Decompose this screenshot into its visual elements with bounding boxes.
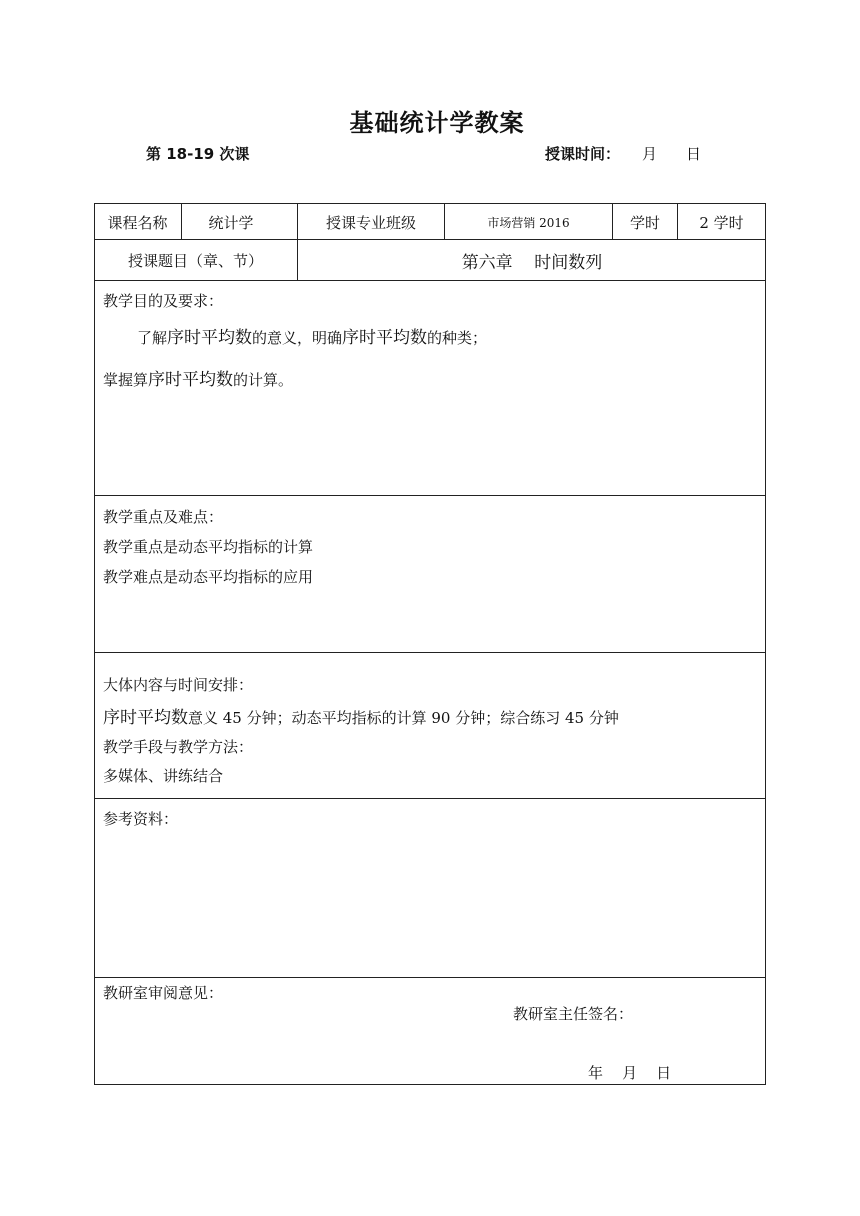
schedule-line xyxy=(103,703,619,728)
month-label: 月 xyxy=(642,145,658,163)
review-heading: 教研室审阅意见： xyxy=(103,984,224,1002)
row-divider xyxy=(94,977,766,978)
director-signature-label: 教研室主任签名： xyxy=(513,1005,634,1023)
topic-value: 第六章 时间数列 xyxy=(461,252,603,273)
objectives-line-1-suffix: 的种类； xyxy=(427,329,488,347)
row-divider xyxy=(94,798,766,799)
objectives-term: 序时平均数 xyxy=(148,370,234,390)
keypoints-heading: 教学重点及难点： xyxy=(103,508,224,526)
review-date: 年 月 日 xyxy=(588,1064,672,1082)
teaching-time-label: 授课时间： xyxy=(545,145,621,163)
methods-value: 多媒体、讲练结合 xyxy=(103,767,224,785)
objectives-line-2-suffix: 的计算。 xyxy=(233,371,294,389)
topic-label: 授课题目（章、节） xyxy=(127,251,263,270)
schedule-term: 序时平均数 xyxy=(103,708,188,728)
course-name-label: 课程名称 xyxy=(107,213,168,232)
keypoints-difficulty: 教学难点是动态平均指标的应用 xyxy=(103,568,314,586)
row-divider xyxy=(94,495,766,496)
hours-value: 2 学时 xyxy=(699,213,744,232)
class-label: 授课专业班级 xyxy=(325,213,416,232)
objectives-heading: 教学目的及要求： xyxy=(103,292,224,310)
objectives-term: 序时平均数 xyxy=(342,328,428,348)
references-heading: 参考资料： xyxy=(103,810,179,828)
day-label: 日 xyxy=(686,145,702,163)
schedule-rest: 意义 45 分钟；动态平均指标的计算 90 分钟；综合练习 45 分钟 xyxy=(188,709,619,727)
objectives-line-2-prefix: 掌握算 xyxy=(103,371,149,389)
lesson-number: 第 18-19 次课 xyxy=(146,145,250,163)
objectives-term: 序时平均数 xyxy=(167,328,253,348)
row-divider xyxy=(94,652,766,653)
course-name-value: 统计学 xyxy=(208,213,254,232)
schedule-heading: 大体内容与时间安排： xyxy=(103,676,254,694)
class-value: 市场营销 2016 xyxy=(487,215,570,230)
row-divider xyxy=(94,280,766,281)
keypoints-focus: 教学重点是动态平均指标的计算 xyxy=(103,538,314,556)
objectives-line-1-prefix: 了解 xyxy=(137,329,168,347)
page-title: 基础统计学教案 xyxy=(349,109,525,137)
objectives-line-2 xyxy=(103,365,293,390)
objectives-line-1 xyxy=(137,323,487,348)
hours-label: 学时 xyxy=(629,213,660,232)
objectives-line-1-mid: 的意义，明确 xyxy=(252,329,343,347)
methods-heading: 教学手段与教学方法： xyxy=(103,738,254,756)
